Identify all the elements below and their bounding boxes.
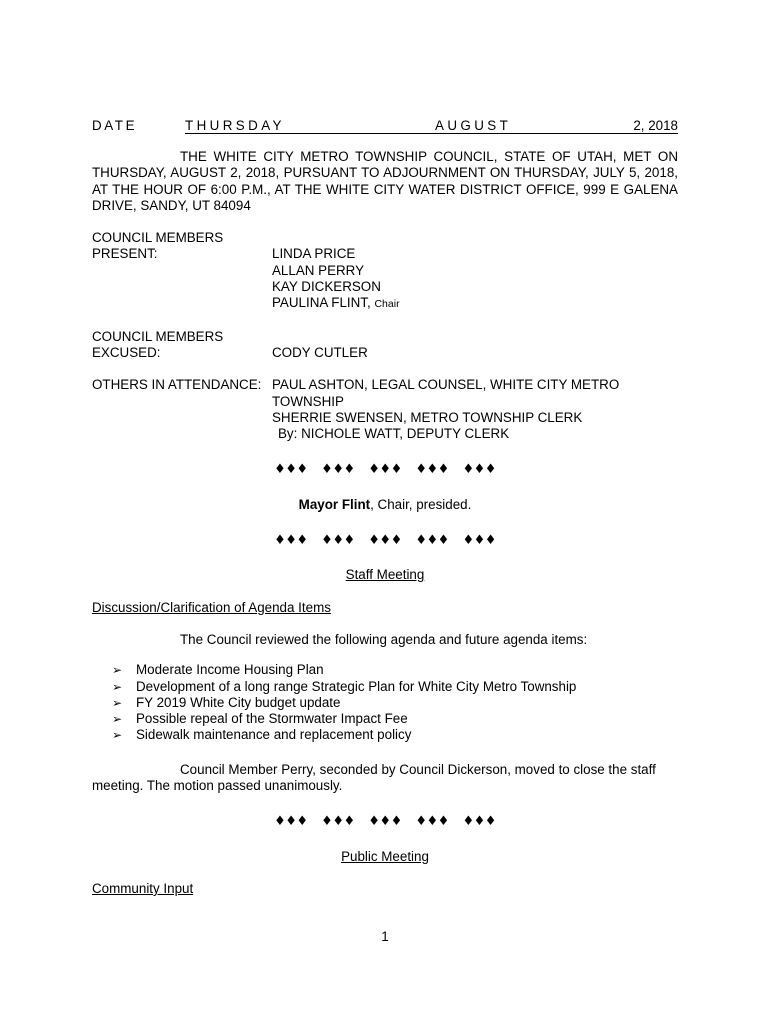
others-line: PAUL ASHTON, LEGAL COUNSEL, WHITE CITY METRO (272, 377, 620, 393)
member-chair (272, 295, 678, 312)
others-section (92, 377, 678, 442)
agenda-item-text: Development of a long range Strategic Plan for White City Metro Township (136, 678, 577, 694)
date-value-line (185, 118, 678, 134)
others-line: TOWNSHIP (272, 393, 344, 409)
member-name: PAULINA FLINT, (272, 295, 371, 311)
community-input-heading: Community Input (92, 880, 194, 896)
presided-line (92, 497, 678, 513)
arrow-bullet-icon: ➢ (112, 712, 123, 727)
member-name: ALLAN PERRY (272, 262, 365, 278)
agenda-item-text: Possible repeal of the Stormwater Impact Fee (136, 711, 408, 727)
date-day: THURSDAY (185, 118, 285, 133)
others-line: By: NICHOLE WATT, DEPUTY CLERK (278, 426, 510, 442)
separator: ♦♦♦ ♦♦♦ ♦♦♦ ♦♦♦ ♦♦♦ (274, 814, 496, 830)
list-item (92, 662, 678, 678)
presiding-name: Mayor Flint (298, 496, 371, 512)
excused-label (92, 329, 272, 362)
member-name: LINDA PRICE (272, 246, 356, 262)
present-section (92, 230, 678, 312)
date-year: 2, 2018 (633, 118, 678, 133)
excused-label-line2: EXCUSED: (92, 344, 161, 360)
date-header (92, 118, 678, 134)
agenda-list (92, 662, 678, 743)
present-members (272, 230, 678, 312)
separator: ♦♦♦ ♦♦♦ ♦♦♦ ♦♦♦ ♦♦♦ (274, 533, 496, 549)
discussion-heading: Discussion/Clarification of Agenda Items (92, 599, 331, 615)
others-line: SHERRIE SWENSEN, METRO TOWNSHIP CLERK (272, 409, 583, 425)
list-item (92, 711, 678, 727)
arrow-bullet-icon: ➢ (112, 679, 123, 694)
member-name: KAY DICKERSON (272, 279, 381, 295)
list-item (92, 727, 678, 743)
agenda-item-text: Sidewalk maintenance and replacement policy (136, 727, 412, 743)
arrow-bullet-icon: ➢ (112, 695, 123, 710)
public-meeting-heading: Public Meeting (341, 848, 429, 864)
intro-paragraph: THE WHITE CITY METRO TOWNSHIP COUNCIL, STATE OF UTAH, MET ON THURSDAY, AUGUST 2, 2018, PURSUANT TO ADJOURNMENT ON THURSDAY, JULY 5, 2018, AT THE HOUR OF 6:00 P.M., AT THE WHITE CITY WATER DISTRICT OFFICE, 999 E GALENA DRIVE, SANDY, UT 84094 (92, 149, 678, 213)
excused-label-line1: COUNCIL MEMBERS (92, 328, 224, 344)
arrow-bullet-icon: ➢ (112, 663, 123, 678)
others-label: OTHERS IN ATTENDANCE: (92, 377, 262, 393)
list-item (92, 679, 678, 695)
motion-paragraph: Council Member Perry, seconded by Council Dickerson, moved to close the staff meeting. The motion passed unanimously. (92, 761, 656, 794)
presided-text: , Chair, presided. (370, 496, 472, 512)
excused-members (272, 329, 678, 362)
document-body (92, 118, 678, 897)
excused-section (92, 329, 678, 362)
separator: ♦♦♦ ♦♦♦ ♦♦♦ ♦♦♦ ♦♦♦ (274, 462, 496, 478)
page-number: 1 (381, 929, 389, 944)
staff-meeting-heading: Staff Meeting (345, 567, 425, 583)
list-item (92, 695, 678, 711)
date-label: DATE (92, 118, 138, 133)
present-label-line1: COUNCIL MEMBERS (92, 230, 224, 246)
present-label (92, 230, 272, 312)
chair-note: Chair (374, 298, 400, 311)
date-month: AUGUST (435, 118, 512, 133)
agenda-item-text: Moderate Income Housing Plan (136, 662, 324, 678)
review-text: The Council reviewed the following agenda and future agenda items: (180, 631, 588, 647)
others-list (272, 377, 678, 442)
agenda-item-text: FY 2019 White City budget update (136, 694, 341, 710)
arrow-bullet-icon: ➢ (112, 728, 123, 743)
member-name: CODY CUTLER (272, 344, 368, 360)
present-label-line2: PRESENT: (92, 246, 158, 262)
